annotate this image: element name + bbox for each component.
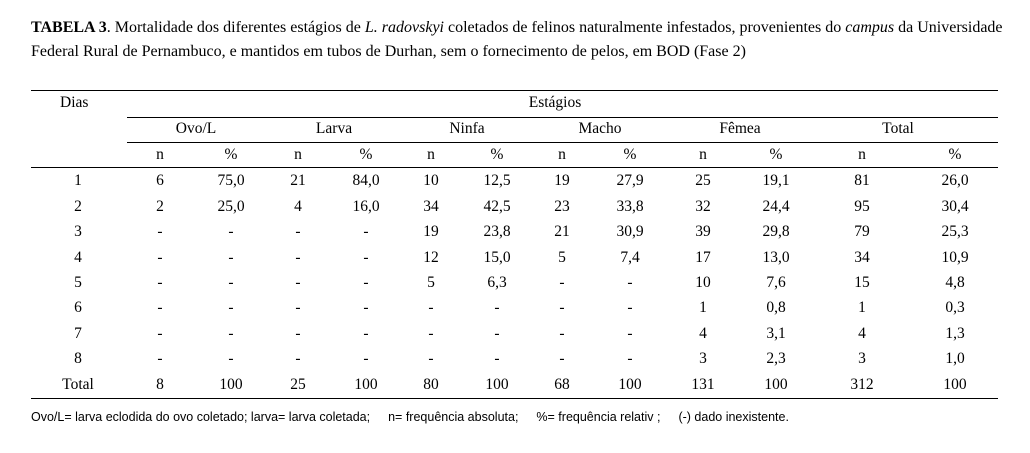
table-cell: 100 (618, 376, 642, 393)
table-cell: 2,3 (766, 350, 786, 367)
table-cell: 100 (485, 376, 509, 393)
table-cell: - (363, 223, 369, 240)
table-cell: - (363, 274, 369, 291)
group-header: Total (882, 120, 914, 137)
species-name: L. radovskyi (364, 19, 444, 36)
table-cell: 1 (699, 299, 707, 316)
table-cell: - (363, 350, 369, 367)
table-cell: 10 (423, 172, 439, 189)
table-cell: - (228, 249, 234, 266)
subheader: n (558, 146, 566, 163)
table-cell: 6,3 (487, 274, 507, 291)
table-cell: 7,6 (766, 274, 786, 291)
row-dia: 8 (74, 350, 82, 367)
table-cell: 312 (850, 376, 874, 393)
table-cell: 1,0 (945, 350, 965, 367)
table-cell: - (228, 223, 234, 240)
table-caption (31, 16, 1006, 64)
group-header: Macho (578, 120, 622, 137)
table-cell: 17 (695, 249, 711, 266)
table-cell: - (494, 325, 500, 342)
caption-text-a: . Mortalidade dos diferentes estágios de (106, 19, 365, 36)
table-cell: 3,1 (766, 325, 786, 342)
table-cell: 100 (219, 376, 243, 393)
estagios-header: Estágios (528, 94, 582, 111)
table-cell: 1,3 (945, 325, 965, 342)
subheader: n (858, 146, 866, 163)
footnote-ovo: Ovo/L= larva eclodida do ovo coletado; larva= larva coletada; (31, 410, 371, 424)
table-cell: 10 (695, 274, 711, 291)
caption-text-b: coletados de felinos naturalmente infestados, provenientes do (444, 19, 846, 36)
table-cell: - (295, 249, 301, 266)
row-dia: 1 (74, 172, 82, 189)
table-cell: 26,0 (941, 172, 969, 189)
table-cell: - (627, 299, 633, 316)
table-cell: 3 (699, 350, 707, 367)
subheader: % (359, 146, 373, 163)
table-cell: 84,0 (352, 172, 380, 189)
row-dia: 3 (74, 223, 82, 240)
table-cell: - (559, 350, 565, 367)
table-cell: 27,9 (616, 172, 644, 189)
group-rule (127, 142, 998, 143)
table-cell: - (228, 299, 234, 316)
table-cell: - (363, 299, 369, 316)
table-cell: 39 (695, 223, 711, 240)
table-cell: 1 (858, 299, 866, 316)
table-cell: 24,4 (762, 198, 790, 215)
campus-word: campus (845, 19, 895, 36)
table-cell: - (428, 350, 434, 367)
header-bottom-rule (31, 167, 998, 168)
row-dia: 4 (74, 249, 82, 266)
table-cell: 100 (943, 376, 967, 393)
table-cell: 19 (423, 223, 439, 240)
table-cell: - (428, 299, 434, 316)
row-dia: 5 (74, 274, 82, 291)
table-cell: - (157, 274, 163, 291)
table-cell: 25 (290, 376, 306, 393)
table-cell: 15 (854, 274, 870, 291)
table-cell: 21 (554, 223, 570, 240)
estagios-rule (127, 117, 998, 118)
table-cell: 100 (764, 376, 788, 393)
table-cell: 23,8 (483, 223, 511, 240)
subheader: % (948, 146, 962, 163)
dias-header: Dias (60, 94, 89, 111)
table-cell: 25,0 (217, 198, 245, 215)
table-cell: - (363, 249, 369, 266)
table-cell: 3 (858, 350, 866, 367)
table-cell: 16,0 (352, 198, 380, 215)
group-header: Fêmea (719, 120, 761, 137)
row-dia: Total (62, 376, 94, 393)
table-cell: - (157, 325, 163, 342)
table-cell: 7,4 (620, 249, 640, 266)
table-cell: - (494, 350, 500, 367)
table-cell: - (559, 325, 565, 342)
footnote-pct: %= frequência relativ ; (536, 410, 661, 424)
table-cell: 23 (554, 198, 570, 215)
table-cell: - (559, 299, 565, 316)
table-cell: 81 (854, 172, 870, 189)
table-cell: - (627, 325, 633, 342)
table-cell: 68 (554, 376, 570, 393)
table-cell: 19 (554, 172, 570, 189)
table-cell: - (157, 223, 163, 240)
subheader: % (224, 146, 238, 163)
footnote-dash: (-) dado inexistente. (678, 410, 789, 424)
table-cell: - (228, 325, 234, 342)
table-cell: 34 (423, 198, 439, 215)
table-cell: 25 (695, 172, 711, 189)
subheader: n (156, 146, 164, 163)
subheader: n (294, 146, 302, 163)
table-footnote (31, 410, 789, 424)
table-cell: - (228, 274, 234, 291)
table-cell: - (228, 350, 234, 367)
subheader: % (490, 146, 504, 163)
group-header: Ovo/L (175, 120, 217, 137)
table-cell: 5 (427, 274, 435, 291)
table-cell: - (157, 299, 163, 316)
group-header: Larva (315, 120, 353, 137)
table-cell: 13,0 (762, 249, 790, 266)
table-cell: 100 (354, 376, 378, 393)
subheader: % (769, 146, 783, 163)
row-dia: 2 (74, 198, 82, 215)
table-cell: - (295, 350, 301, 367)
table-cell: 30,4 (941, 198, 969, 215)
table-cell: - (428, 325, 434, 342)
table-cell: 32 (695, 198, 711, 215)
table-cell: - (157, 350, 163, 367)
table-cell: - (627, 350, 633, 367)
table-cell: 30,9 (616, 223, 644, 240)
table-cell: 95 (854, 198, 870, 215)
table-top-rule (31, 90, 998, 91)
table-cell: 42,5 (483, 198, 511, 215)
subheader: n (427, 146, 435, 163)
table-cell: 34 (854, 249, 870, 266)
table-cell: 5 (558, 249, 566, 266)
table-cell: 15,0 (483, 249, 511, 266)
table-cell: 79 (854, 223, 870, 240)
table-cell: 10,9 (941, 249, 969, 266)
table-cell: 4 (858, 325, 866, 342)
table-cell: 6 (156, 172, 164, 189)
table-cell: 12 (423, 249, 439, 266)
subheader: % (623, 146, 637, 163)
table-cell: 0,3 (945, 299, 965, 316)
table-cell: - (295, 299, 301, 316)
group-header: Ninfa (449, 120, 485, 137)
table-cell: 19,1 (762, 172, 790, 189)
table-cell: - (494, 299, 500, 316)
table-cell: 21 (290, 172, 306, 189)
caption-text-c: da Universidade Federal Rural de Pernambuco, e mantidos em tubos de Durhan, sem o fornecimento de pelos, em BOD (Fase 2) (31, 19, 1003, 60)
footnote-n: n= frequência absoluta; (388, 410, 519, 424)
table-cell: 29,8 (762, 223, 790, 240)
table-cell: 8 (156, 376, 164, 393)
table-cell: 12,5 (483, 172, 511, 189)
table-cell: - (627, 274, 633, 291)
table-cell: - (363, 325, 369, 342)
row-dia: 6 (74, 299, 82, 316)
table-cell: 75,0 (217, 172, 245, 189)
table-cell: 80 (423, 376, 439, 393)
table-cell: 4 (294, 198, 302, 215)
table-cell: - (559, 274, 565, 291)
subheader: n (699, 146, 707, 163)
table-cell: 4,8 (945, 274, 965, 291)
table-cell: 131 (691, 376, 715, 393)
table-cell: - (295, 325, 301, 342)
table-cell: 25,3 (941, 223, 969, 240)
row-dia: 7 (74, 325, 82, 342)
table-cell: 0,8 (766, 299, 786, 316)
table-cell: 4 (699, 325, 707, 342)
table-label: TABELA 3 (31, 19, 107, 36)
table-bottom-rule (31, 398, 998, 399)
table-cell: - (295, 223, 301, 240)
table-cell: 33,8 (616, 198, 644, 215)
table-cell: - (295, 274, 301, 291)
table-cell: 2 (156, 198, 164, 215)
table-cell: - (157, 249, 163, 266)
